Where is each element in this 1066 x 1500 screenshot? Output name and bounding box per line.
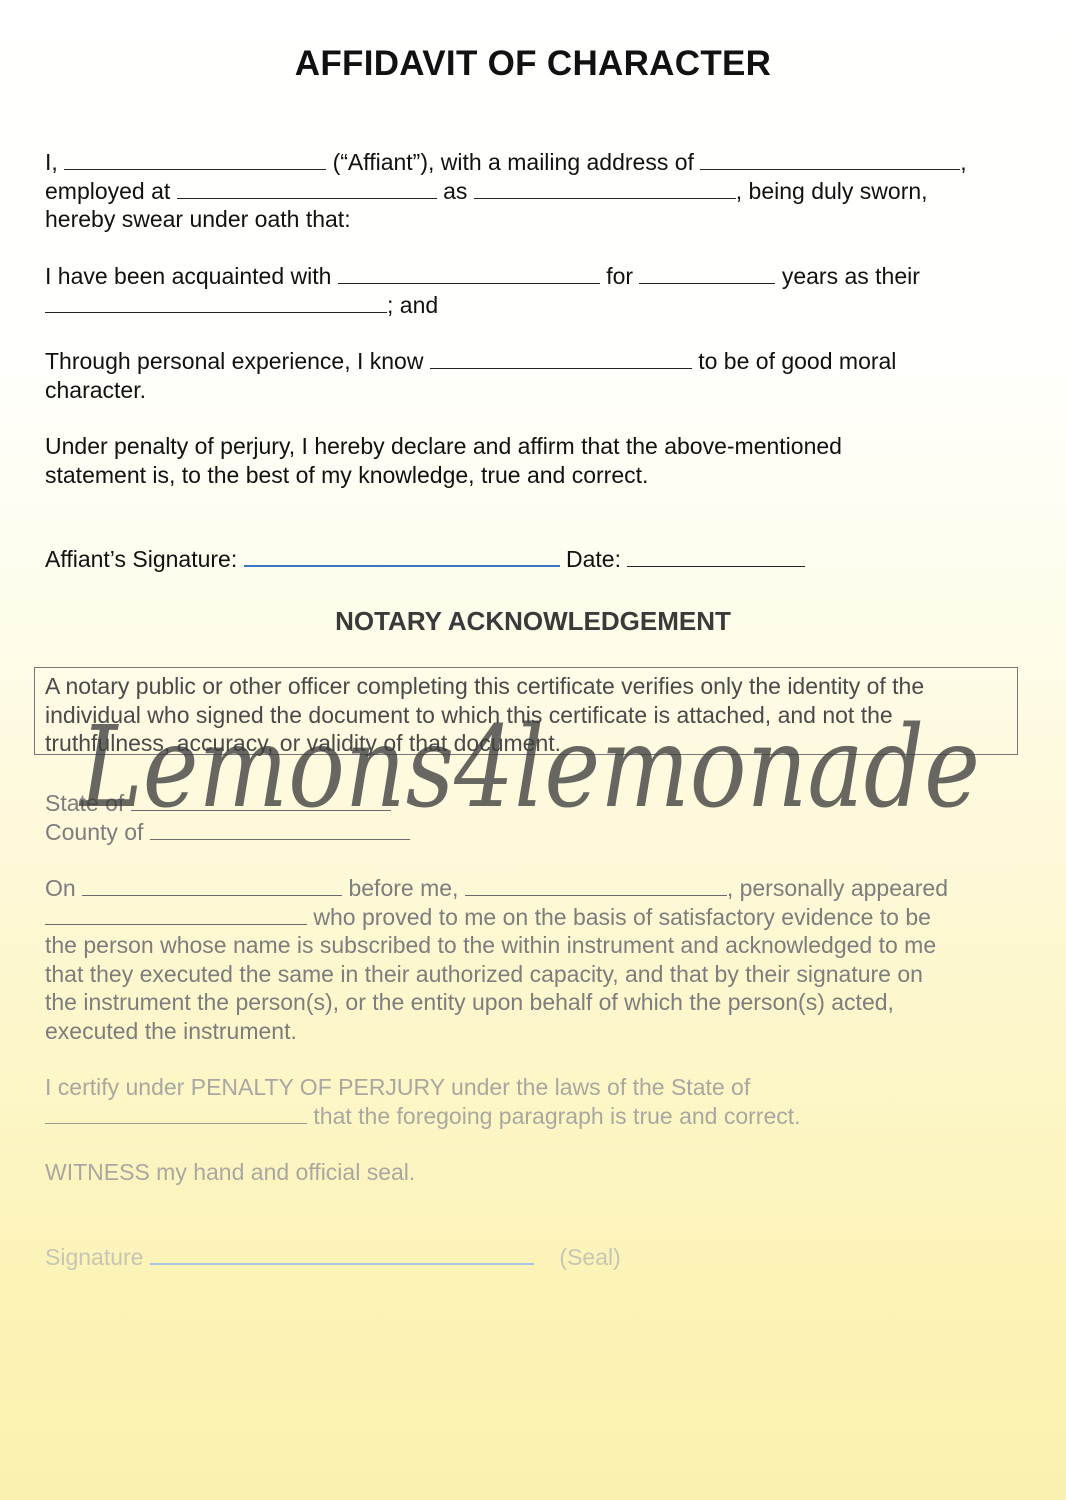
text: truthfulness, accuracy, or validity of that document. — [45, 730, 562, 756]
job-title-blank[interactable] — [474, 178, 736, 199]
text: individual who signed the document to which this certificate is attached, and not the — [45, 701, 893, 728]
text: I, — [45, 149, 58, 175]
text: I certify under PENALTY OF PERJURY under the laws of the State of — [45, 1074, 751, 1100]
date-field[interactable] — [627, 546, 805, 567]
affiant-name-blank[interactable] — [64, 149, 326, 170]
text: ; and — [387, 291, 439, 318]
witness-line — [45, 1158, 1035, 1187]
seal-label: (Seal) — [559, 1244, 621, 1270]
county-label: County of — [45, 818, 144, 845]
certify-state-field[interactable] — [45, 1103, 307, 1124]
acknowledgement-paragraph — [45, 874, 1035, 1045]
text: that the foregoing paragraph is true and correct. — [313, 1102, 801, 1129]
notary-heading: NOTARY ACKNOWLEDGEMENT — [335, 606, 731, 636]
affiant-intro-paragraph — [45, 148, 1035, 234]
affiant-signature-row — [45, 545, 1035, 574]
text: (“Affiant”), with a mailing address of — [332, 149, 694, 175]
text: to be of good moral — [698, 348, 897, 374]
text: as — [443, 177, 468, 204]
text: character. — [45, 376, 146, 403]
document-title: AFFIDAVIT OF CHARACTER — [294, 44, 772, 83]
affiant-signature-label: Affiant’s Signature: — [45, 546, 238, 572]
text: I have been acquainted with — [45, 263, 332, 289]
text: , being duly sworn, — [735, 177, 928, 204]
text: , personally appeared — [726, 875, 949, 901]
certify-paragraph — [45, 1073, 1035, 1130]
subject-name-blank[interactable] — [430, 348, 692, 369]
text: that they executed the same in their authorized capacity, and that by their signature on — [45, 960, 923, 987]
text: Under penalty of perjury, I hereby declare and affirm that the above-mentioned — [45, 433, 842, 459]
text: On — [45, 875, 76, 901]
text: employed at — [45, 177, 171, 204]
watermark-text: Lemons4lemonade — [78, 703, 980, 833]
state-label: State of — [45, 790, 125, 816]
employer-blank[interactable] — [177, 178, 437, 199]
affiant-signature-field[interactable] — [244, 545, 560, 567]
ack-date-field[interactable] — [82, 875, 342, 896]
text: executed the instrument. — [45, 1017, 297, 1044]
mailing-address-blank[interactable] — [700, 149, 960, 170]
moral-character-paragraph — [45, 347, 1035, 404]
notary-signature-field[interactable] — [150, 1243, 534, 1265]
acquaintance-name-blank[interactable] — [338, 263, 600, 284]
notary-name-field[interactable] — [465, 875, 727, 896]
relationship-blank[interactable] — [45, 292, 387, 313]
text: A notary public or other officer completing this certificate verifies only the identity of the — [45, 673, 925, 699]
text: statement is, to the best of my knowledge, true and correct. — [45, 461, 649, 488]
date-label: Date: — [566, 546, 621, 572]
years-blank[interactable] — [639, 263, 775, 284]
state-field[interactable] — [131, 790, 391, 811]
text: the instrument the person(s), or the entity upon behalf of which the person(s) acted, — [45, 989, 894, 1015]
notary-notice-text — [45, 672, 1035, 758]
venue-block — [45, 789, 1035, 846]
text: for — [606, 263, 634, 289]
notary-signature-row — [45, 1243, 1035, 1272]
text: Through personal experience, I know — [45, 348, 424, 374]
text: who proved to me on the basis of satisfactory evidence to be — [313, 903, 931, 930]
text: before me, — [348, 875, 459, 901]
text: hereby swear under oath that: — [45, 206, 351, 232]
text: , — [960, 149, 967, 175]
notary-signature-label: Signature — [45, 1244, 144, 1270]
county-field[interactable] — [150, 819, 410, 840]
perjury-declaration — [45, 432, 1035, 489]
acquaintance-paragraph — [45, 262, 1035, 319]
text: years as their — [781, 263, 920, 289]
text: WITNESS my hand and official seal. — [45, 1159, 416, 1185]
text: the person whose name is subscribed to the within instrument and acknowledged to me — [45, 932, 937, 958]
signer-name-field[interactable] — [45, 904, 307, 925]
